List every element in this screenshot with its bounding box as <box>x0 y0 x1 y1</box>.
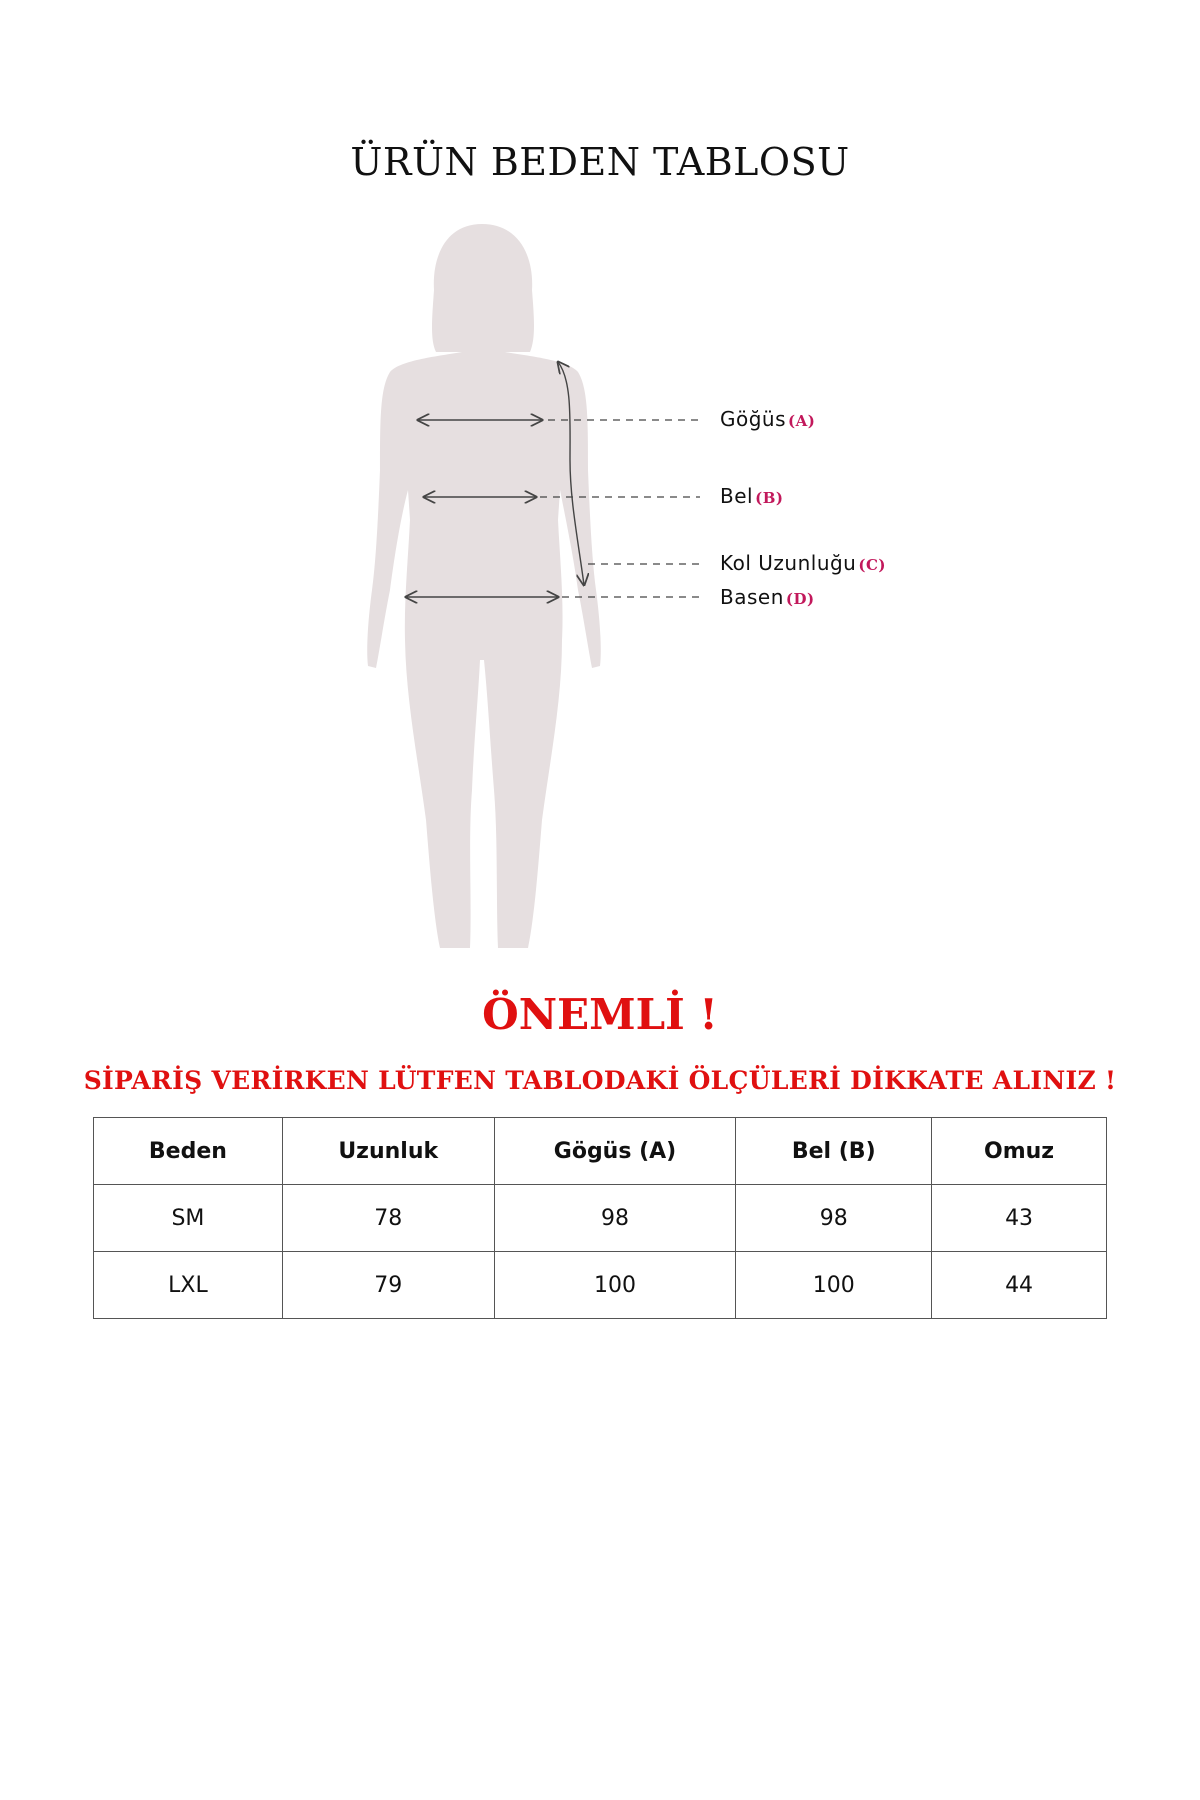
header-cell: Bel (B) <box>736 1118 932 1185</box>
table-cell: 44 <box>932 1252 1107 1319</box>
table-cell: 78 <box>282 1185 494 1252</box>
table-row <box>94 1252 1107 1319</box>
table-cell: LXL <box>94 1252 283 1319</box>
page-title: ÜRÜN BEDEN TABLOSU <box>350 140 850 184</box>
hip-label: Basen (D) <box>720 585 815 609</box>
table-cell: 98 <box>494 1185 736 1252</box>
table-cell: 98 <box>736 1185 932 1252</box>
header-cell: Gögüs (A) <box>494 1118 736 1185</box>
table-cell: 100 <box>736 1252 932 1319</box>
size-table <box>93 1117 1107 1319</box>
table-row <box>94 1185 1107 1252</box>
sleeve-length-label: Kol Uzunluğu (C) <box>720 551 887 575</box>
header-cell: Beden <box>94 1118 283 1185</box>
important-heading: ÖNEMLİ ! <box>482 990 718 1039</box>
table-cell: 79 <box>282 1252 494 1319</box>
table-cell: 43 <box>932 1185 1107 1252</box>
table-header-row <box>94 1118 1107 1185</box>
header-cell: Uzunluk <box>282 1118 494 1185</box>
header-cell: Omuz <box>932 1118 1107 1185</box>
waist-label: Bel (B) <box>720 484 784 508</box>
table-cell: 100 <box>494 1252 736 1319</box>
table-cell: SM <box>94 1185 283 1252</box>
female-silhouette <box>367 224 601 948</box>
order-notice: SİPARİŞ VERİRKEN LÜTFEN TABLODAKİ ÖLÇÜLERİ DİKKATE ALINIZ ! <box>83 1066 1117 1095</box>
chest-label: Göğüs (A) <box>720 407 816 431</box>
